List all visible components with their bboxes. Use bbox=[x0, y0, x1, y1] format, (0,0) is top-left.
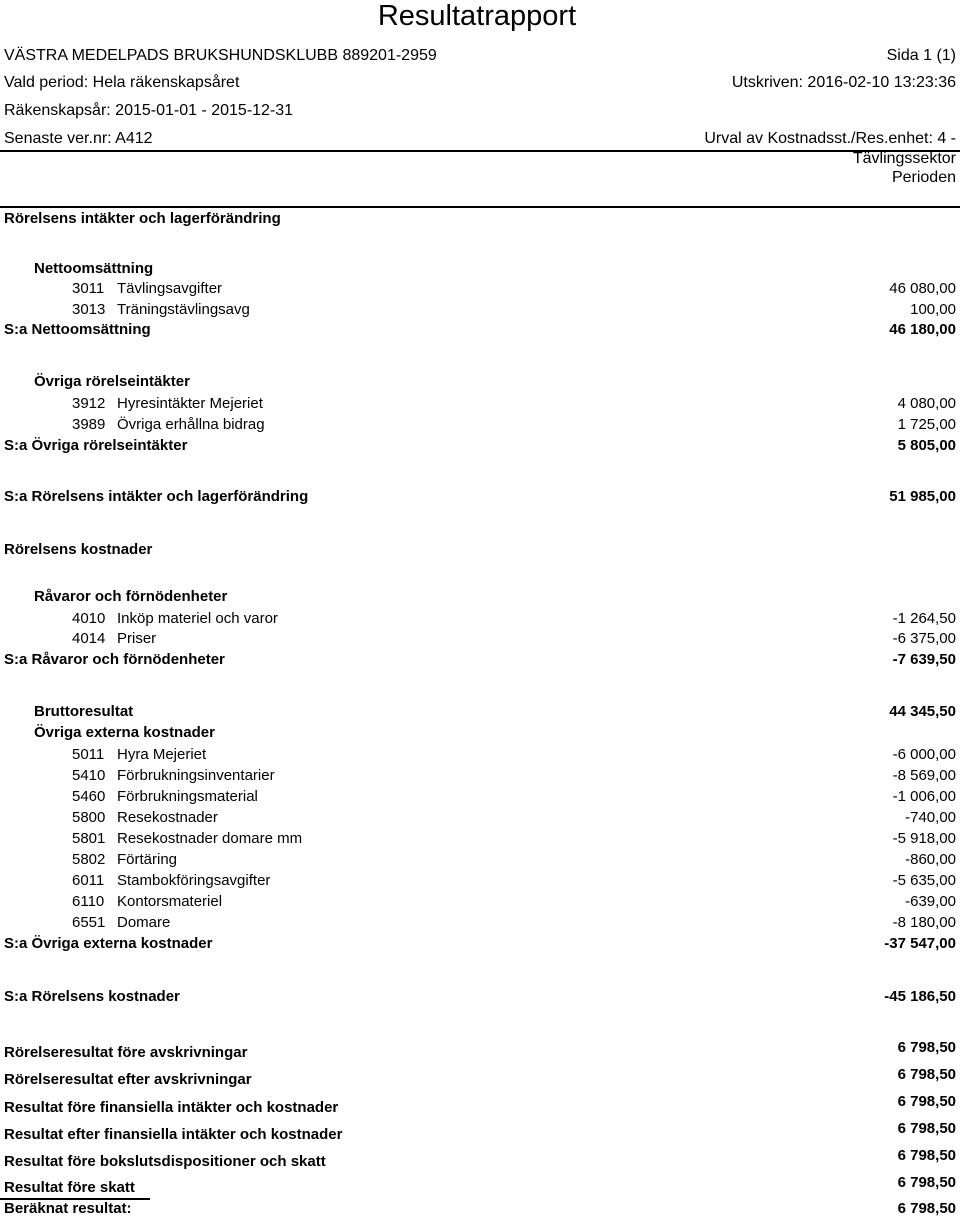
account-number: 4014 bbox=[72, 630, 106, 647]
page-number: Sida 1 (1) bbox=[886, 47, 956, 64]
account-number: 3011 bbox=[72, 280, 105, 297]
account-amount: -5 635,00 bbox=[892, 872, 956, 889]
group-title: Nettoomsättning bbox=[34, 260, 154, 277]
account-amount: 100,00 bbox=[910, 301, 956, 318]
section-sum-amount: -45 186,50 bbox=[884, 988, 956, 1005]
group-sum-amount: 46 180,00 bbox=[889, 321, 956, 338]
selection-line-2: Tävlingssektor bbox=[852, 150, 956, 167]
group-sum-amount: -7 639,50 bbox=[892, 651, 956, 668]
account-name: Inköp materiel och varor bbox=[117, 610, 278, 627]
account-amount: -860,00 bbox=[905, 851, 956, 868]
account-amount: -8 180,00 bbox=[892, 914, 956, 931]
result-label: Rörelseresultat efter avskrivningar bbox=[4, 1071, 252, 1088]
group-sum-amount: -37 547,00 bbox=[884, 935, 956, 952]
income-section-title: Rörelsens intäkter och lagerförändring bbox=[4, 210, 281, 227]
section-sum-amount: 51 985,00 bbox=[889, 488, 956, 505]
gross-result-label: Bruttoresultat bbox=[34, 703, 134, 720]
account-number: 6011 bbox=[72, 872, 105, 889]
account-name: Träningstävlingsavg bbox=[117, 301, 250, 318]
result-amount: 6 798,50 bbox=[897, 1039, 956, 1056]
section-sum-label: S:a Rörelsens kostnader bbox=[4, 988, 180, 1005]
account-number: 5801 bbox=[72, 830, 106, 847]
result-label: Resultat efter finansiella intäkter och kostnader bbox=[4, 1126, 343, 1143]
account-name: Övriga erhållna bidrag bbox=[117, 416, 265, 433]
account-name: Hyresintäkter Mejeriet bbox=[117, 395, 263, 412]
account-name: Hyra Mejeriet bbox=[117, 746, 207, 763]
gross-result-amount: 44 345,50 bbox=[889, 703, 956, 720]
account-number: 3989 bbox=[72, 416, 106, 433]
group-sum-amount: 5 805,00 bbox=[897, 437, 956, 454]
result-amount: 6 798,50 bbox=[897, 1093, 956, 1110]
account-name: Förbrukningsinventarier bbox=[117, 767, 275, 784]
group-sum-label: S:a Nettoomsättning bbox=[4, 321, 151, 338]
account-amount: -639,00 bbox=[905, 893, 956, 910]
account-amount: 46 080,00 bbox=[889, 280, 956, 297]
section-sum-label: S:a Rörelsens intäkter och lagerförändring bbox=[4, 488, 309, 505]
selected-period: Vald period: Hela räkenskapsåret bbox=[4, 74, 240, 91]
account-number: 5011 bbox=[72, 746, 105, 763]
account-amount: -6 375,00 bbox=[892, 630, 956, 647]
group-title: Övriga externa kostnader bbox=[34, 724, 215, 741]
group-title: Övriga rörelseintäkter bbox=[34, 373, 190, 390]
account-name: Stambokföringsavgifter bbox=[117, 872, 271, 889]
account-number: 4010 bbox=[72, 610, 106, 627]
account-amount: 4 080,00 bbox=[897, 395, 956, 412]
group-sum-label: S:a Övriga rörelseintäkter bbox=[4, 437, 188, 454]
account-amount: -1 006,00 bbox=[892, 788, 956, 805]
account-name: Domare bbox=[117, 914, 171, 931]
final-result-amount: 6 798,50 bbox=[897, 1200, 956, 1217]
group-sum-label: S:a Övriga externa kostnader bbox=[4, 935, 213, 952]
group-sum-label: S:a Råvaror och förnödenheter bbox=[4, 651, 225, 668]
result-label: Rörelseresultat före avskrivningar bbox=[4, 1044, 248, 1061]
fiscal-year: Räkenskapsår: 2015-01-01 - 2015-12-31 bbox=[4, 102, 294, 119]
account-number: 3013 bbox=[72, 301, 106, 318]
account-amount: -1 264,50 bbox=[892, 610, 956, 627]
account-amount: 1 725,00 bbox=[897, 416, 956, 433]
account-amount: -5 918,00 bbox=[892, 830, 956, 847]
account-name: Priser bbox=[117, 630, 157, 647]
header-rule bbox=[0, 150, 960, 152]
result-amount: 6 798,50 bbox=[897, 1120, 956, 1137]
report-title: Resultatrapport bbox=[377, 0, 577, 32]
account-amount: -740,00 bbox=[905, 809, 956, 826]
account-number: 5460 bbox=[72, 788, 106, 805]
last-verification: Senaste ver.nr: A412 bbox=[4, 130, 153, 147]
result-amount: 6 798,50 bbox=[897, 1174, 956, 1191]
column-header: Perioden bbox=[891, 169, 956, 186]
account-name: Förtäring bbox=[117, 851, 178, 868]
result-label: Resultat före finansiella intäkter och kostnader bbox=[4, 1099, 339, 1116]
final-result-label: Beräknat resultat: bbox=[4, 1200, 132, 1217]
result-label: Resultat före bokslutsdispositioner och skatt bbox=[4, 1153, 326, 1170]
printed-timestamp: Utskriven: 2016-02-10 13:23:36 bbox=[731, 74, 956, 91]
account-number: 6551 bbox=[72, 914, 106, 931]
account-number: 5802 bbox=[72, 851, 106, 868]
account-name: Förbrukningsmaterial bbox=[117, 788, 258, 805]
account-amount: -6 000,00 bbox=[892, 746, 956, 763]
result-label: Resultat före skatt bbox=[4, 1179, 135, 1196]
account-number: 3912 bbox=[72, 395, 106, 412]
account-name: Resekostnader bbox=[117, 809, 218, 826]
account-name: Resekostnader domare mm bbox=[117, 830, 303, 847]
account-number: 6110 bbox=[72, 893, 105, 910]
result-amount: 6 798,50 bbox=[897, 1066, 956, 1083]
company-name: VÄSTRA MEDELPADS BRUKSHUNDSKLUBB 889201-2959 bbox=[4, 47, 437, 64]
group-title: Råvaror och förnödenheter bbox=[34, 588, 228, 605]
account-number: 5800 bbox=[72, 809, 106, 826]
account-name: Kontorsmateriel bbox=[117, 893, 223, 910]
result-amount: 6 798,50 bbox=[897, 1147, 956, 1164]
selection-line-1: Urval av Kostnadsst./Res.enhet: 4 - bbox=[704, 130, 956, 147]
costs-section-title: Rörelsens kostnader bbox=[4, 541, 153, 558]
account-amount: -8 569,00 bbox=[892, 767, 956, 784]
column-rule bbox=[0, 206, 960, 208]
account-name: Tävlingsavgifter bbox=[117, 280, 223, 297]
account-number: 5410 bbox=[72, 767, 106, 784]
